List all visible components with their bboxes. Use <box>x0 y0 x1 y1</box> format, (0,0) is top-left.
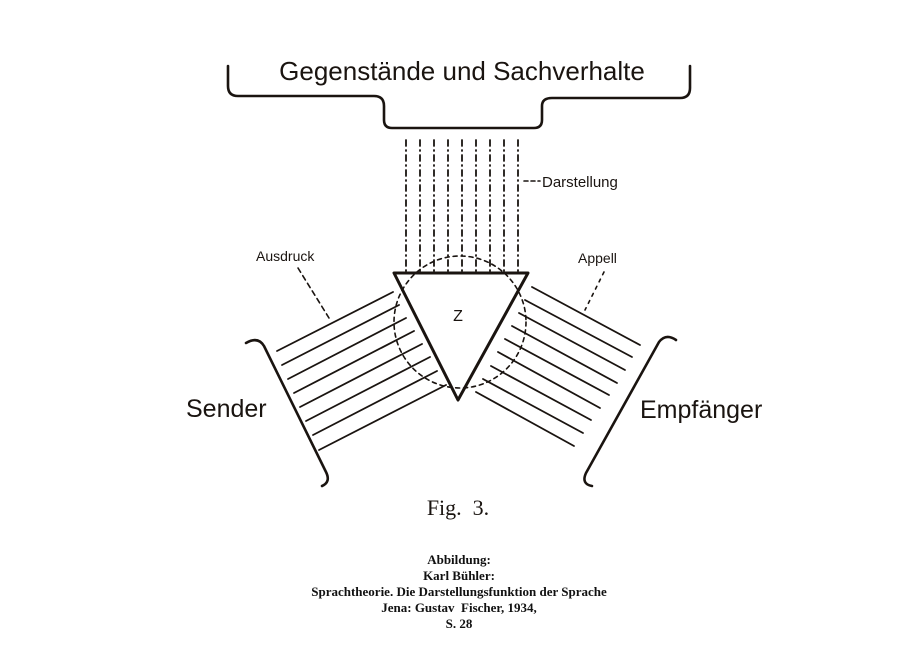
ausdruck-label: Ausdruck <box>256 248 315 264</box>
source-caption <box>0 552 918 632</box>
caption-line-page: S. 28 <box>445 616 473 631</box>
sender-label: Sender <box>186 395 267 423</box>
empfaenger-label: Empfänger <box>640 396 763 424</box>
sign-triangle <box>394 273 528 400</box>
caption-line-heading: Abbildung: <box>427 552 491 567</box>
darstellung-label: Darstellung <box>542 174 618 191</box>
figure-label: Fig. 3. <box>426 495 490 520</box>
appell-label: Appell <box>578 250 617 266</box>
ausdruck-leader <box>298 268 329 318</box>
caption-line-publisher: Jena: Gustav Fischer, 1934, <box>381 600 537 615</box>
caption-line-title: Sprachtheorie. Die Darstellungsfunktion der Sprache <box>311 584 607 599</box>
objects-title: Gegenstände und Sachverhalte <box>279 56 645 86</box>
appell-leader <box>585 272 604 310</box>
representation-rays <box>406 140 518 272</box>
center-symbol: Z <box>453 308 463 325</box>
caption-line-author: Karl Bühler: <box>423 568 495 583</box>
